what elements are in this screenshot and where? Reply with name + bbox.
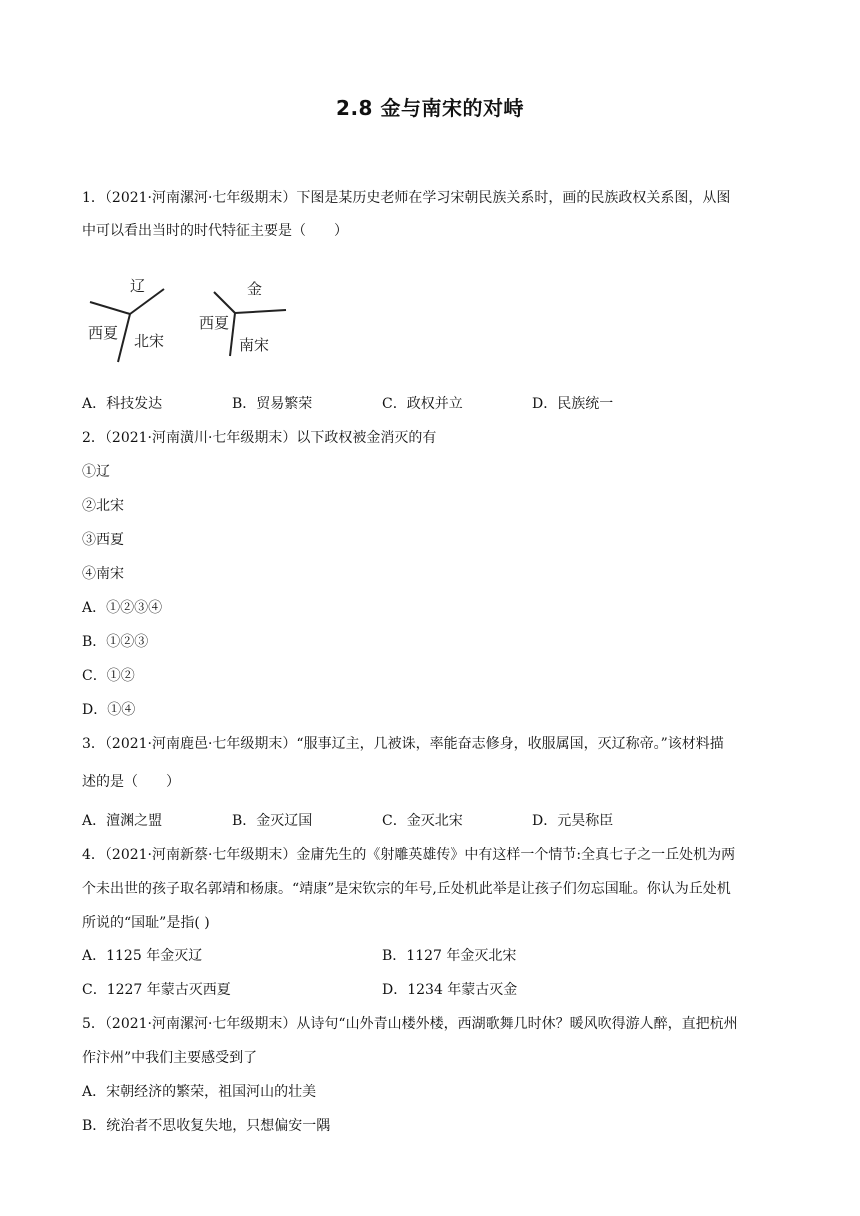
- q4-option-c: C．1227 年蒙古灭西夏: [82, 982, 231, 998]
- diagram-left-top-label: 辽: [130, 277, 146, 295]
- q1-option-c: C．政权并立: [382, 396, 463, 412]
- q2-stem: 2．（2021·河南潢川·七年级期末）以下政权被金消灭的有: [82, 430, 437, 446]
- q1-option-d: D．民族统一: [532, 396, 614, 412]
- page-title: 2.8 金与南宋的对峙: [336, 96, 524, 120]
- diagram-north-song: [88, 277, 164, 362]
- q2-item-3: ③西夏: [82, 532, 124, 548]
- diagram-right-right-label: 南宋: [239, 336, 270, 354]
- diagram-left-right-label: 北宋: [134, 332, 165, 350]
- q5-stem-line2: 作汴州”中我们主要感受到了: [82, 1050, 258, 1066]
- q2-option-d: D．①④: [82, 702, 136, 718]
- q1-option-b: B．贸易繁荣: [232, 396, 313, 412]
- q4-stem-line2: 个未出世的孩子取名郭靖和杨康。“靖康”是宋钦宗的年号,丘处机此举是让孩子们勿忘国耻。你认为丘处机: [82, 881, 731, 897]
- q1-stem-line2: 中可以看出当时的时代特征主要是（ ）: [82, 223, 348, 239]
- q3-option-d: D．元昊称臣: [532, 813, 614, 829]
- q3-stem-line2: 述的是（ ）: [82, 774, 180, 790]
- political-relation-diagram: [82, 272, 312, 372]
- q5-stem-line1: 5．（2021·河南漯河·七年级期末）从诗句“山外青山楼外楼，西湖歌舞几时休？暖风吹得游人醉，直把杭州: [82, 1016, 738, 1032]
- q3-stem-line1: 3．（2021·河南鹿邑·七年级期末）“服事辽主，几被诛，率能奋志修身，收服属国，灭辽称帝。”该材料描: [82, 736, 724, 752]
- q2-item-4: ④南宋: [82, 566, 124, 582]
- q2-option-c: C．①②: [82, 668, 135, 684]
- q4-stem-line3: 所说的“国耻”是指( ): [82, 915, 210, 931]
- q2-option-b: B．①②③: [82, 634, 149, 650]
- q4-option-b: B．1127 年金灭北宋: [382, 948, 517, 964]
- diagram-south-song: [199, 280, 286, 356]
- q4-option-d: D．1234 年蒙古灭金: [382, 982, 518, 998]
- q2-item-1: ①辽: [82, 464, 110, 480]
- q3-option-c: C．金灭北宋: [382, 813, 463, 829]
- q3-option-b: B．金灭辽国: [232, 813, 313, 829]
- diagram-right-left-label: 西夏: [199, 314, 230, 332]
- q5-option-b: B．统治者不思收复失地，只想偏安一隅: [82, 1118, 331, 1134]
- q1-stem-line1: 1．（2021·河南漯河·七年级期末）下图是某历史老师在学习宋朝民族关系时，画的民族政权关系图，从图: [82, 190, 731, 206]
- q1-option-a: A．科技发达: [82, 396, 163, 412]
- q3-option-a: A．澶渊之盟: [82, 813, 163, 829]
- q4-option-a: A．1125 年金灭辽: [82, 948, 203, 964]
- q2-item-2: ②北宋: [82, 498, 124, 514]
- diagram-left-left-label: 西夏: [88, 324, 119, 342]
- q2-option-a: A．①②③④: [82, 600, 163, 616]
- diagram-right-top-label: 金: [247, 280, 263, 298]
- q4-stem-line1: 4．（2021·河南新蔡·七年级期末）金庸先生的《射雕英雄传》中有这样一个情节:全真七子之一丘处机为两: [82, 847, 736, 863]
- q5-option-a: A．宋朝经济的繁荣，祖国河山的壮美: [82, 1084, 317, 1100]
